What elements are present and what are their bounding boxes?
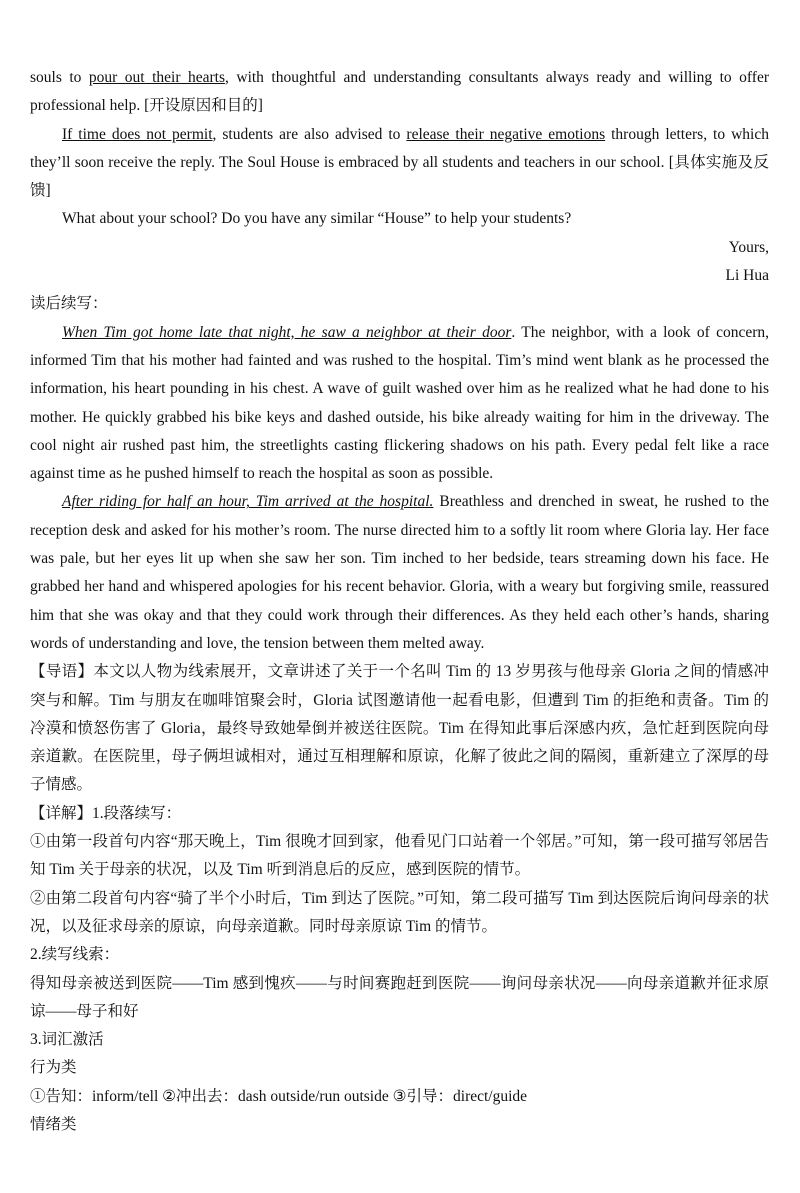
detail-point-1: ①由第一段首句内容“那天晚上，Tim 很晚才回到家，他看见门口站着一个邻居。”可知，第一段可描写邻居告知 Tim 关于母亲的状况，以及 Tim 听到消息后的反应，感到医院的情节。 [30,833,769,879]
given-opening-sentence: When Tim got home late that night, he saw a neighbor at their door [62,323,512,341]
clues-heading: 2.续写线索： [30,946,120,964]
detail-point-2: ②由第二段首句内容“骑了半个小时后，Tim 到达了医院。”可知，第二段可描写 Tim 到达医院后询问母亲的状况，以及征求母亲的原谅，向母亲道歉。同时母亲原谅 Tim 的情节。 [30,889,769,935]
behavior-items: ①告知：inform/tell ②冲出去：dash outside/run outside ③引导：direct/guide [30,1087,528,1105]
letter-closing: Yours, [728,238,769,256]
underlined-phrase: release their negative emotions [406,125,606,143]
given-opening-sentence: After riding for half an hour, Tim arrived at the hospital. [62,493,434,511]
clues-text: 得知母亲被送到医院——Tim 感到愧疚——与时间赛跑赶到医院——询问母亲状况——向母亲道歉并征求原谅——母子和好 [30,974,769,1020]
continuation-paragraph-2: After riding for half an hour, Tim arrived at the hospital. Breathless and drenched in sweat, he rushed to the reception desk and asked for his mother’s room. The nurse directed him to a softly lit room where Gloria lay. Her face was pale, but her eyes lit up when she saw her son. Tim inched to her bedside, tears streaming down his face. He grabbed her hand and whispered apologies for his recent behavior. Gloria, with a weary but forgiving smile, reassured him that she was okay and that they could work through their differences. As they held each other’s hands, sharing words of understanding and love, the tension between them melted away. [30,493,769,652]
guide-paragraph: 【导语】本文以人物为线索展开，文章讲述了关于一个名叫 Tim 的 13 岁男孩与他母亲 Gloria 之间的情感冲突与和解。Tim 与朋友在咖啡馆聚会时，Gloria 试图邀请他一起看电影，但遭到 Tim 的拒绝和责备。Tim 的冷漠和愤怒伤害了 Gloria，最终导致她晕倒并被送往医院。Tim 在得知此事后深感内疚，急忙赶到医院向母亲道歉。在医院里，母子俩坦诚相对，通过互相理解和原谅，化解了彼此之间的隔阂，重新建立了深厚的母子情感。 [30,663,769,794]
behavior-heading: 行为类 [30,1059,77,1077]
document-page [30,64,769,1139]
detail-heading: 【详解】1.段落续写： [30,804,182,822]
underlined-phrase: pour out their hearts [88,69,226,86]
continuation-paragraph-1: When Tim got home late that night, he saw a neighbor at their door. The neighbor, with a look of concern, informed Tim that his mother had fainted and was rushed to the hospital. Tim’s mind went blank as he processed the information, his heart pounding in his chest. A wave of guilt washed over him as he realized what he had done to his mother. He quickly grabbed his bike keys and dashed outside, his bike already waiting for him in the driveway. The cool night air rushed past him, the streetlights casting flickering shadows on his path. Every pedal felt like a race against time as he pushed himself to reach the hospital as soon as possible. [30,323,769,483]
vocab-heading: 3.词汇激活 [30,1031,104,1049]
underlined-phrase: If time does not permit [62,125,213,143]
emotion-heading: 情绪类 [30,1115,77,1133]
continuation-heading: 读后续写： [30,295,108,313]
letter-signature: Li Hua [725,267,769,285]
letter-paragraph-2: If time does not permit, students are also advised to release their negative emotions through letters, to which they’ll soon receive the reply. The Soul House is embraced by all students and teachers in our school. [具体实施及反馈] [30,125,769,200]
letter-paragraph-1: souls to pour out their hearts, with thoughtful and understanding consultants always ready and willing to offer professional help. [开设原因和目的] [30,69,769,115]
letter-paragraph-3: What about your school? Do you have any similar “House” to help your students? [62,210,572,228]
